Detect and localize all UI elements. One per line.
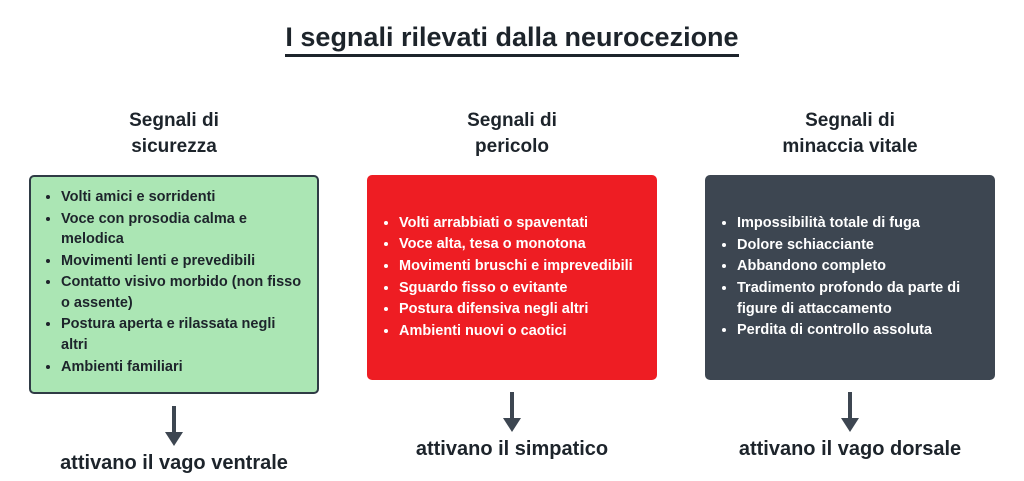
column-safety-heading-line1: Segnali di	[129, 110, 219, 131]
column-danger-heading	[467, 108, 557, 162]
list-item: • Impossibilità totale di fuga	[737, 213, 979, 234]
column-safety	[14, 108, 334, 475]
list-item: • Postura difensiva negli altri	[399, 299, 641, 320]
footer-label-danger: attivano il simpatico	[415, 438, 609, 460]
card-danger	[367, 175, 657, 380]
card-danger-list	[379, 213, 641, 342]
arrow-down-icon	[840, 392, 860, 432]
page-title	[0, 22, 1024, 53]
card-threat-list	[717, 213, 979, 341]
column-danger-heading-line2: pericolo	[475, 135, 549, 157]
column-danger-heading-line1: Segnali di	[467, 110, 557, 131]
card-safety-list	[41, 187, 303, 378]
card-threat	[705, 175, 995, 380]
list-item: • Voce con prosodia calma e melodica	[61, 209, 303, 250]
arrow-shaft	[848, 392, 852, 420]
list-item: • Voce alta, tesa o monotona	[399, 234, 641, 255]
arrow-shaft	[172, 406, 176, 434]
list-item: • Movimenti bruschi e imprevedibili	[399, 256, 641, 277]
list-item: • Ambienti familiari	[61, 357, 303, 378]
list-item: • Contatto visivo morbido (non fisso o assente)	[61, 272, 303, 313]
footer-label-safety: attivano il vago ventrale	[60, 452, 288, 475]
arrow-down-icon	[502, 392, 522, 432]
list-item: • Ambienti nuovi o caotici	[399, 321, 641, 342]
list-item: • Postura aperta e rilassata negli altri	[61, 314, 303, 355]
footer-label-threat: attivano il vago dorsale	[738, 438, 962, 460]
arrow-head	[503, 418, 521, 432]
arrow-head	[165, 432, 183, 446]
arrow-shaft	[510, 392, 514, 420]
list-item: • Volti arrabbiati o spaventati	[399, 213, 641, 234]
arrow-head	[841, 418, 859, 432]
column-safety-heading	[129, 108, 219, 162]
page-title-text: I segnali rilevati dalla neurocezione	[285, 22, 738, 57]
arrow-down-icon	[164, 406, 184, 446]
column-safety-heading-line2: sicurezza	[131, 135, 217, 157]
column-threat-heading-line2: minaccia vitale	[782, 135, 918, 157]
list-item: • Sguardo fisso o evitante	[399, 278, 641, 299]
list-item: • Abbandono completo	[737, 256, 979, 277]
list-item: • Movimenti lenti e prevedibili	[61, 251, 303, 272]
list-item: • Perdita di controllo assoluta	[737, 320, 979, 341]
card-safety	[29, 175, 319, 394]
column-danger	[352, 108, 672, 475]
column-threat-heading-line1: Segnali di	[805, 110, 895, 131]
list-item: • Dolore schiacciante	[737, 235, 979, 256]
list-item: • Volti amici e sorridenti	[61, 187, 303, 208]
columns-container	[0, 108, 1024, 475]
column-threat-heading	[782, 108, 917, 162]
column-threat	[690, 108, 1010, 475]
list-item: • Tradimento profondo da parte di figure di attaccamento	[737, 278, 979, 319]
